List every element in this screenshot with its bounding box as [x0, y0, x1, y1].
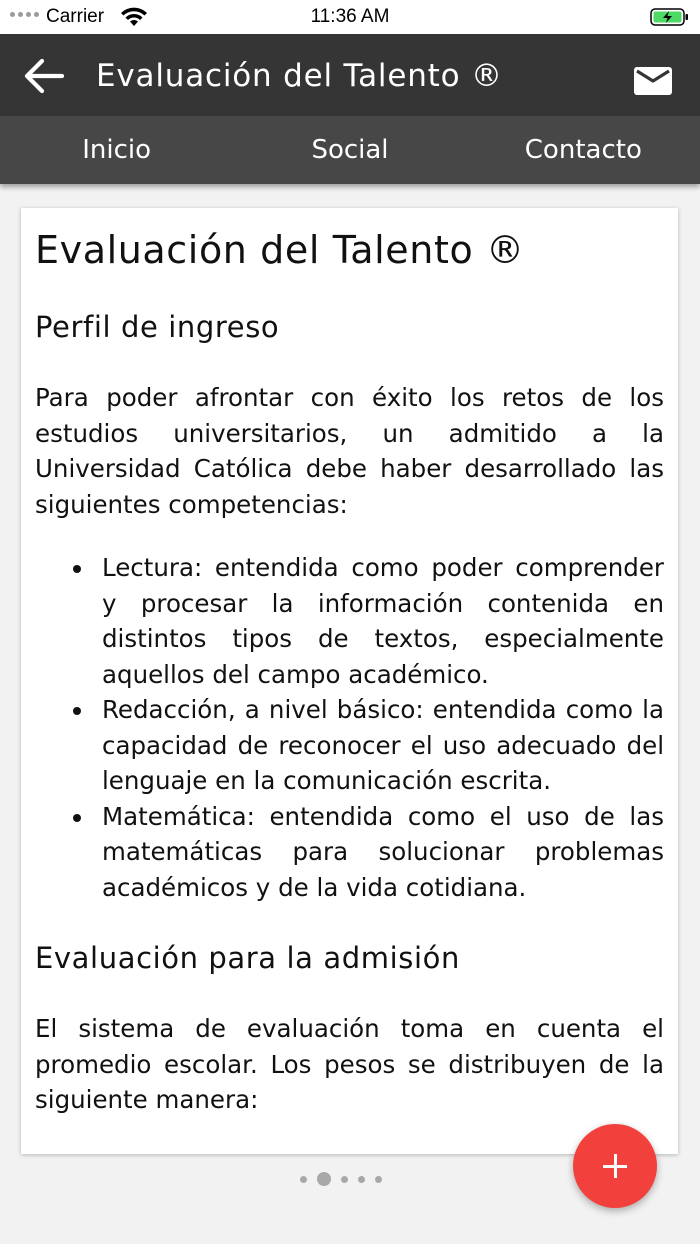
section-text: El sistema de evaluación toma en cuenta el promedio escolar. Los pesos se distribuyen de la siguiente manera: — [35, 1014, 664, 1114]
tab-contacto[interactable]: Contacto — [524, 135, 642, 165]
carrier-label: Carrier — [46, 6, 105, 27]
tab-inicio[interactable]: Inicio — [82, 135, 152, 165]
list-item: Matemática: entendida como el uso de las matemáticas para solucionar problemas académicos y de la vida cotidiana. — [71, 799, 664, 906]
section-heading-evaluacion: Evaluación para la admisión — [35, 941, 460, 975]
arrow-left-icon[interactable] — [22, 58, 66, 94]
competencies-list — [35, 550, 664, 905]
section-intro: Para poder afrontar con éxito los retos de los estudios universitarios, un admitido a la Universidad Católica debe haber desarrollado las siguientes competencias: — [35, 383, 664, 519]
content-card[interactable] — [21, 208, 678, 1154]
clock: 11:36 AM — [310, 6, 390, 27]
section-heading-perfil: Perfil de ingreso — [35, 310, 280, 344]
page-dot[interactable] — [300, 1176, 307, 1183]
list-item: Lectura: entendida como poder comprender y procesar la información contenida en distintos tipos de textos, especialmente aquellos del campo académico. — [71, 550, 664, 692]
page-title: Evaluación del Talento ® — [96, 58, 503, 94]
page-dot[interactable] — [375, 1176, 382, 1183]
status-bar — [0, 0, 700, 34]
page-dot[interactable] — [341, 1176, 348, 1183]
plus-icon-stroke — [614, 1154, 617, 1178]
add-button[interactable] — [573, 1124, 657, 1208]
page-indicator — [300, 1172, 382, 1186]
tab-social[interactable]: Social — [311, 135, 389, 165]
battery-charging-icon — [650, 7, 690, 27]
tab-bar — [0, 116, 700, 184]
mail-icon[interactable] — [634, 66, 672, 96]
app-bar — [0, 34, 700, 116]
list-item: Redacción, a nivel básico: entendida como la capacidad de reconocer el uso adecuado del lenguaje en la comunicación escrita. — [71, 692, 664, 799]
page-dot[interactable] — [358, 1176, 365, 1183]
content-title: Evaluación del Talento ® — [35, 228, 525, 272]
page-dot-active[interactable] — [317, 1172, 331, 1186]
